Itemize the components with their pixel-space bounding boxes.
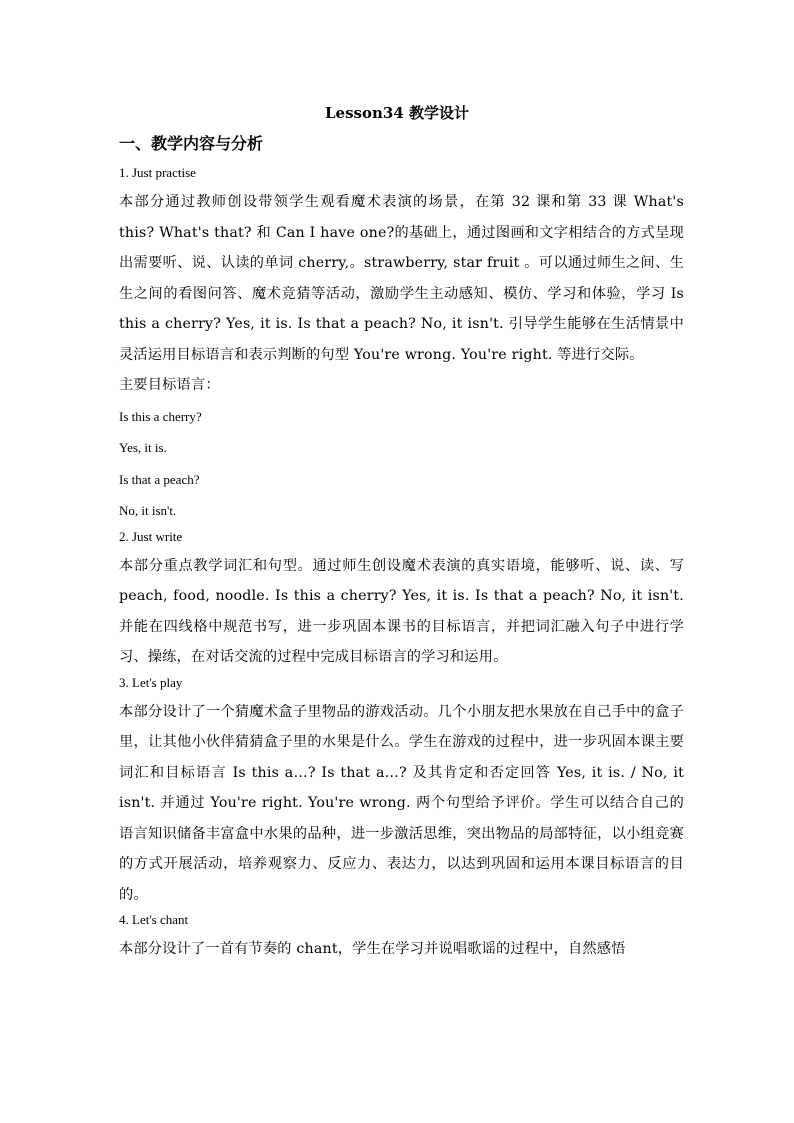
example-sentence: Is this a cherry? [119, 408, 202, 424]
document-body [119, 163, 684, 965]
document-title: Lesson34 教学设计 [325, 104, 469, 122]
part-paragraph: 本部分设计了一首有节奏的 chant，学生在学习并说唱歌谣的过程中，自然感悟 [119, 941, 626, 957]
example-sentence: Is that a peach? [119, 471, 200, 487]
part-heading: 3. Let's play [119, 674, 183, 690]
part-heading: 1. Just practise [119, 165, 196, 180]
part-paragraph: 本部分重点教学词汇和句型。通过师生创设魔术表演的真实语境，能够听、说、读、写 peach, food, noodle. Is this a cherry? Yes, it is. Is that a peach? No, it isn't. 并能在四线格中规范书写，进一步巩固本课书的目标语言，并把词汇融入句子中进行学习、操练，在对话交流的过程中完成目标语言的学习和运用。 [119, 557, 684, 665]
part-heading: 4. Let's chant [119, 912, 189, 927]
section-heading: 一、教学内容与分析 [119, 134, 264, 153]
target-language-label: 主要目标语言： [119, 377, 220, 393]
part-heading: 2. Just write [119, 528, 183, 544]
part-paragraph: 本部分通过教师创设带领学生观看魔术表演的场景，在第 32 课和第 33 课 What's this? What's that? 和 Can I have one?的基础上，通过图画和文字相结合的方式呈现出需要听、说、认读的单词 cherry,。strawberry, star fruit 。可以通过师生之间、生生之间的看图问答、魔术竞猜等活动，激励学生主动感知、模仿、学习和体验，学习 Is this a cherry? Yes, it is. Is that a peach? No, it isn't. 引导学生能够在生活情景中灵活运用目标语言和表示判断的句型 You're wrong. You're right. 等进行交际。 [119, 194, 684, 363]
example-sentence: Yes, it is. [119, 440, 167, 455]
part-paragraph: 本部分设计了一个猜魔术盒子里物品的游戏活动。几个小朋友把水果放在自己手中的盒子里，让其他小伙伴猜猜盒子里的水果是什么。学生在游戏的过程中，进一步巩固本课主要词汇和目标语言 Is this a…? Is that a…? 及其肯定和否定回答 Yes, it is. / No, it isn't. 并通过 You're right. You're wrong. 两个句型给予评价。学生可以结合自己的语言知识储备丰富盒中水果的品种，进一步激活思维，突出物品的局部特征，以小组竞赛的方式开展活动，培养观察力、反应力、表达力，以达到巩固和运用本课目标语言的目的。 [119, 703, 684, 903]
example-sentence: No, it isn't. [119, 503, 177, 518]
